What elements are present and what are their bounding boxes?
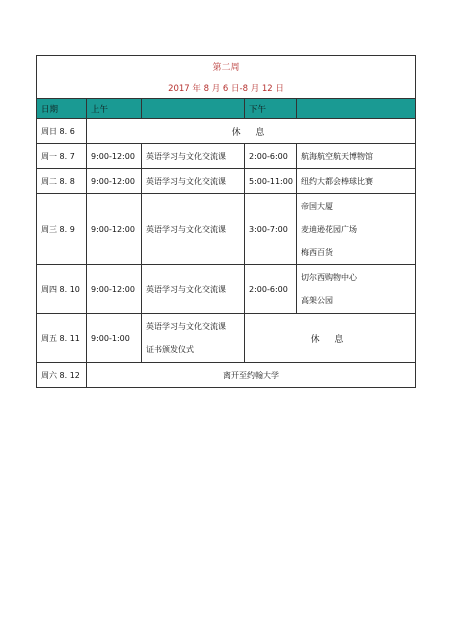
row-date: 周一 8. 7 xyxy=(37,144,87,169)
table-header-row xyxy=(37,99,416,119)
table-row xyxy=(37,363,416,388)
pm-activity: 麦迪逊花园广场 xyxy=(301,224,357,234)
pm-time: 3:00-7:00 xyxy=(245,194,297,265)
header-afternoon: 下午 xyxy=(245,99,297,119)
date-range: 2017 年 8 月 6 日-8 月 12 日 xyxy=(37,77,416,99)
pm-activity: 切尔西购物中心 xyxy=(301,273,357,282)
am-time: 9:00-12:00 xyxy=(87,169,142,194)
am-time: 9:00-1:00 xyxy=(87,314,142,363)
all-day-cell: 离开至约翰大学 xyxy=(87,363,416,388)
pm-activity-list xyxy=(297,194,416,265)
pm-time: 5:00-11:00 xyxy=(245,169,297,194)
row-date: 周五 8. 11 xyxy=(37,314,87,363)
am-course: 英语学习与文化交流课 xyxy=(146,322,226,331)
row-date: 周日 8. 6 xyxy=(37,119,87,144)
pm-activity: 航海航空航天博物馆 xyxy=(297,144,416,169)
table-row xyxy=(37,265,416,314)
row-date: 周二 8. 8 xyxy=(37,169,87,194)
header-date: 日期 xyxy=(37,99,87,119)
table-row xyxy=(37,169,416,194)
table-row xyxy=(37,314,416,363)
pm-time: 2:00-6:00 xyxy=(245,265,297,314)
am-course: 英语学习与文化交流课 xyxy=(142,144,245,169)
am-course: 英语学习与文化交流课 xyxy=(142,169,245,194)
header-morning-blank xyxy=(142,99,245,119)
am-course: 英语学习与文化交流课 xyxy=(142,194,245,265)
row-date: 周六 8. 12 xyxy=(37,363,87,388)
pm-activity: 纽约大都会棒球比赛 xyxy=(297,169,416,194)
table-row xyxy=(37,194,416,265)
header-afternoon-blank xyxy=(297,99,416,119)
table-row xyxy=(37,144,416,169)
am-course: 证书颁发仪式 xyxy=(146,345,194,354)
week-title: 第二周 xyxy=(37,56,416,78)
pm-time: 2:00-6:00 xyxy=(245,144,297,169)
pm-activity: 梅西百货 xyxy=(301,247,333,257)
pm-activity: 高架公园 xyxy=(301,296,333,305)
schedule-table xyxy=(36,55,416,388)
row-date: 周三 8. 9 xyxy=(37,194,87,265)
pm-activity: 帝国大厦 xyxy=(301,201,333,211)
header-morning: 上午 xyxy=(87,99,142,119)
am-time: 9:00-12:00 xyxy=(87,144,142,169)
table-row xyxy=(37,119,416,144)
pm-activity-list xyxy=(297,265,416,314)
rest-cell: 休 息 xyxy=(245,314,416,363)
am-course-list xyxy=(142,314,245,363)
am-course: 英语学习与文化交流课 xyxy=(142,265,245,314)
row-date: 周四 8. 10 xyxy=(37,265,87,314)
am-time: 9:00-12:00 xyxy=(87,194,142,265)
am-time: 9:00-12:00 xyxy=(87,265,142,314)
rest-cell: 休 息 xyxy=(87,119,416,144)
